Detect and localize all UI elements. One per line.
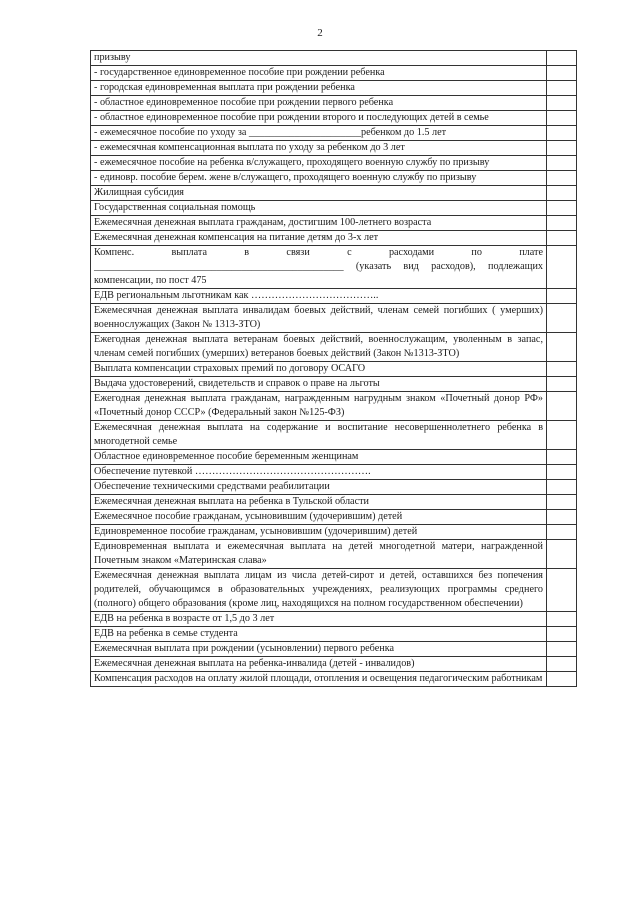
benefit-name-cell — [91, 510, 547, 525]
table-row — [91, 246, 577, 289]
benefit-name: Единовременное пособие гражданам, усыновившим (удочерившим) детей — [94, 526, 418, 537]
benefit-name-cell — [91, 156, 547, 171]
mark-cell[interactable] — [547, 612, 577, 627]
benefit-name: ЕДВ на ребенка в семье студента — [94, 628, 238, 639]
table-row — [91, 201, 577, 216]
mark-cell[interactable] — [547, 495, 577, 510]
mark-cell[interactable] — [547, 362, 577, 377]
benefit-name: - ежемесячная компенсационная выплата по уходу за ребенком до 3 лет — [94, 142, 405, 153]
mark-cell[interactable] — [547, 81, 577, 96]
mark-cell[interactable] — [547, 392, 577, 421]
table-row — [91, 612, 577, 627]
table-row — [91, 377, 577, 392]
benefit-name-cell — [91, 540, 547, 569]
table-row — [91, 495, 577, 510]
table-row — [91, 421, 577, 450]
mark-cell[interactable] — [547, 289, 577, 304]
benefit-name-cell — [91, 465, 547, 480]
mark-cell[interactable] — [547, 216, 577, 231]
benefit-name: Жилищная субсидия — [94, 187, 184, 198]
mark-cell[interactable] — [547, 465, 577, 480]
table-row — [91, 304, 577, 333]
benefit-name-cell — [91, 231, 547, 246]
table-row — [91, 525, 577, 540]
mark-cell[interactable] — [547, 480, 577, 495]
benefit-name-cell — [91, 96, 547, 111]
benefit-name: Обеспечение техническими средствами реабилитации — [94, 481, 330, 492]
benefit-name-cell — [91, 495, 547, 510]
benefit-name: Ежемесячная денежная выплата на ребенка-инвалида (детей - инвалидов) — [94, 658, 415, 669]
mark-cell[interactable] — [547, 421, 577, 450]
benefit-name-cell — [91, 672, 547, 687]
benefit-name-cell — [91, 289, 547, 304]
benefit-name: - единовр. пособие берем. жене в/служащего, проходящего военную службу по призыву — [94, 172, 477, 183]
table-row — [91, 569, 577, 612]
table-row — [91, 51, 577, 66]
table-row — [91, 362, 577, 377]
benefit-name-cell — [91, 186, 547, 201]
table-row — [91, 642, 577, 657]
mark-cell[interactable] — [547, 96, 577, 111]
mark-cell[interactable] — [547, 66, 577, 81]
benefit-name-cell — [91, 201, 547, 216]
benefit-name-cell — [91, 392, 547, 421]
benefit-name: ЕДВ на ребенка в возрасте от 1,5 до 3 лет — [94, 613, 275, 624]
mark-cell[interactable] — [547, 171, 577, 186]
table-row — [91, 465, 577, 480]
benefit-name: призыву — [94, 52, 131, 63]
mark-cell[interactable] — [547, 377, 577, 392]
benefit-name-cell — [91, 216, 547, 231]
benefit-name: Компенс. выплата в связи с расходами по плате _________________________________________________ (указать вид расходов), подлежащих компенсации, по пост 475 — [94, 247, 543, 286]
table-row — [91, 66, 577, 81]
benefit-name-cell — [91, 450, 547, 465]
mark-cell[interactable] — [547, 156, 577, 171]
table-row — [91, 627, 577, 642]
table-row — [91, 510, 577, 525]
benefit-name-cell — [91, 333, 547, 362]
mark-cell[interactable] — [547, 540, 577, 569]
mark-cell[interactable] — [547, 525, 577, 540]
table-row — [91, 540, 577, 569]
benefit-name-cell — [91, 81, 547, 96]
mark-cell[interactable] — [547, 569, 577, 612]
benefit-name-cell — [91, 612, 547, 627]
table-row — [91, 81, 577, 96]
mark-cell[interactable] — [547, 304, 577, 333]
benefit-name-cell — [91, 642, 547, 657]
table-row — [91, 231, 577, 246]
benefit-name-cell — [91, 51, 547, 66]
table-row — [91, 333, 577, 362]
benefit-name: Ежемесячная выплата при рождении (усыновлении) первого ребенка — [94, 643, 395, 654]
benefit-name-cell — [91, 569, 547, 612]
mark-cell[interactable] — [547, 627, 577, 642]
mark-cell[interactable] — [547, 672, 577, 687]
mark-cell[interactable] — [547, 201, 577, 216]
benefit-name: Ежегодная денежная выплата гражданам, награжденным нагрудным знаком «Почетный донор РФ» «Почетный донор СССР» (Федеральный закон №125-ФЗ) — [94, 393, 543, 418]
benefit-name-cell — [91, 657, 547, 672]
benefit-name: Ежемесячная денежная компенсация на питание детям до 3-х лет — [94, 232, 379, 243]
benefit-name-cell — [91, 377, 547, 392]
benefit-name-cell — [91, 66, 547, 81]
mark-cell[interactable] — [547, 246, 577, 289]
benefit-name: Выплата компенсации страховых премий по договору ОСАГО — [94, 363, 366, 374]
benefit-name: Ежемесячная денежная выплата на ребенка в Тульской области — [94, 496, 369, 507]
page-number: 2 — [317, 27, 323, 39]
benefit-name-cell — [91, 525, 547, 540]
benefit-name-cell — [91, 480, 547, 495]
mark-cell[interactable] — [547, 642, 577, 657]
table-row — [91, 672, 577, 687]
benefit-name-cell — [91, 171, 547, 186]
mark-cell[interactable] — [547, 186, 577, 201]
benefit-name: - ежемесячное пособие по уходу за ______________________ребенком до 1.5 лет — [94, 127, 447, 138]
benefit-name: Ежемесячное пособие гражданам, усыновившим (удочерившим) детей — [94, 511, 403, 522]
mark-cell[interactable] — [547, 657, 577, 672]
benefit-name: ЕДВ региональным льготникам как ……………………………….. — [94, 290, 379, 301]
table-row — [91, 392, 577, 421]
benefit-name: Областное единовременное пособие беременным женщинам — [94, 451, 359, 462]
table-row — [91, 141, 577, 156]
mark-cell[interactable] — [547, 111, 577, 126]
table-row — [91, 657, 577, 672]
benefit-name: Государственная социальная помощь — [94, 202, 256, 213]
benefit-name: Ежемесячная денежная выплата инвалидам боевых действий, членам семей погибших ( умерших) военнослужащих (Закон № 1313-ЗТО) — [94, 305, 543, 330]
mark-cell[interactable] — [547, 51, 577, 66]
benefit-name-cell — [91, 362, 547, 377]
table-row — [91, 216, 577, 231]
mark-cell[interactable] — [547, 510, 577, 525]
benefit-name: Компенсация расходов на оплату жилой площади, отопления и освещения педагогическим работникам — [94, 673, 543, 684]
table-row — [91, 111, 577, 126]
benefit-name: - государственное единовременное пособие при рождении ребенка — [94, 67, 385, 78]
mark-cell[interactable] — [547, 231, 577, 246]
mark-cell[interactable] — [547, 141, 577, 156]
benefit-name: Выдача удостоверений, свидетельств и справок о праве на льготы — [94, 378, 380, 389]
mark-cell[interactable] — [547, 333, 577, 362]
table-row — [91, 96, 577, 111]
benefits-table-body — [91, 51, 577, 687]
benefit-name: Ежегодная денежная выплата ветеранам боевых действий, военнослужащим, уволенным в запас, членам семей погибших (умерших) ветеранов боевых действий (Закон №1313-ЗТО) — [94, 334, 543, 359]
benefit-name: Ежемесячная денежная выплата на содержание и воспитание несовершеннолетнего ребенка в многодетной семье — [94, 422, 543, 447]
table-row — [91, 450, 577, 465]
mark-cell[interactable] — [547, 126, 577, 141]
table-row — [91, 156, 577, 171]
benefit-name: - областное единовременное пособие при рождении второго и последующих детей в семье — [94, 112, 489, 123]
table-row — [91, 126, 577, 141]
benefit-name-cell — [91, 246, 547, 289]
mark-cell[interactable] — [547, 450, 577, 465]
table-row — [91, 289, 577, 304]
benefit-name-cell — [91, 627, 547, 642]
benefit-name-cell — [91, 304, 547, 333]
benefit-name: - областное единовременное пособие при рождении первого ребенка — [94, 97, 394, 108]
benefit-name: Ежемесячная денежная выплата гражданам, достигшим 100-летнего возраста — [94, 217, 432, 228]
benefit-name-cell — [91, 141, 547, 156]
benefit-name: - ежемесячное пособие на ребенка в/служащего, проходящего военную службу по призыву — [94, 157, 490, 168]
benefit-name: Обеспечение путевкой ……………………………………………. — [94, 466, 371, 477]
benefit-name-cell — [91, 126, 547, 141]
benefit-name: - городская единовременная выплата при рождении ребенка — [94, 82, 355, 93]
benefits-table — [90, 50, 577, 687]
benefit-name: Ежемесячная денежная выплата лицам из числа детей-сирот и детей, оставшихся без попечения родителей, обучающимся в образовательных учреждениях, реализующих программы среднего (полного) общего образования (кроме лиц, находящихся на полном государственном обеспечении) — [94, 570, 543, 609]
table-row — [91, 186, 577, 201]
benefit-name: Единовременная выплата и ежемесячная выплата на детей многодетной матери, награжденной Почетным знаком «Материнская слава» — [94, 541, 543, 566]
table-row — [91, 171, 577, 186]
benefit-name-cell — [91, 111, 547, 126]
benefit-name-cell — [91, 421, 547, 450]
table-row — [91, 480, 577, 495]
